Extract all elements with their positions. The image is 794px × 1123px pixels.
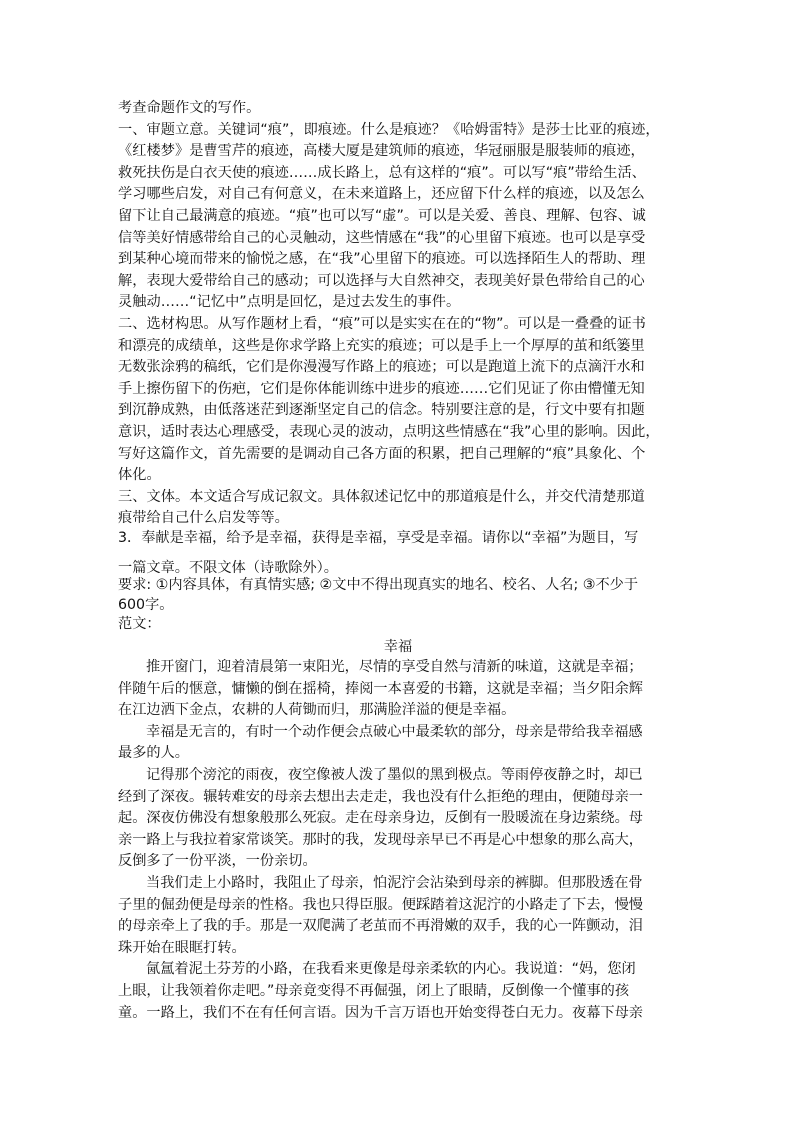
text-line: 二、选材构思。从写作题材上看，“痕”可以是实实在在的“物”。可以是一叠叠的证书 — [118, 315, 646, 332]
essay-line: 在江边洒下金点，农耕的人荷锄而归，那满脸洋溢的便是幸福。 — [118, 702, 516, 719]
essay-line: 幸福是无言的，有时一个动作便会点破心中最柔软的部分，母亲是带给我幸福感 — [146, 723, 643, 740]
text-line: 到某种心境而带来的愉悦之感，在“我”心里留下的痕迹。可以选择陌生人的帮助、理 — [118, 251, 646, 268]
essay-line: 起。深夜仿佛没有想象般那么死寂。走在母亲身边，反倒有一股暖流在身边萦绕。母 — [118, 810, 643, 827]
question-prompt — [118, 523, 678, 583]
essay-line: 氤氲着泥土芬芳的小路，在我看来更像是母亲柔软的内心。我说道：“妈，您闭 — [146, 961, 636, 978]
essay-title: 幸福 — [383, 639, 413, 655]
essay-line: 经到了深夜。辗转难安的母亲去想出去走走，我也没有什么拒绝的理由，便随母亲一 — [118, 788, 643, 805]
requirements-line: 要求: ①内容具体，有真情实感; ②文中不得出现真实的地名、校名、人名; ③不少于 — [118, 577, 639, 593]
text-line: 救死扶伤是白衣天使的痕迹……成长路上，总有这样的“痕”。可以写“痕”带给生活、 — [118, 164, 646, 181]
essay-line: 反倒多了一份平淡，一份亲切。 — [118, 853, 317, 870]
essay-line: 的母亲牵上了我的手。那是一双爬满了老茧而不再滑嫩的双手，我的心一阵颤动，泪 — [118, 918, 643, 935]
essay-line: 珠开始在眼眶打转。 — [118, 939, 246, 956]
text-line: 无数张涂鸦的稿纸，它们是你漫漫写作路上的痕迹；可以是跑道上流下的点滴汗水和 — [118, 359, 645, 376]
essay-line: 童。一路上，我们不在有任何言语。因为千言万语也开始变得苍白无力。夜幕下母亲 — [118, 1004, 643, 1021]
intro-line: 考查命题作文的写作。 — [118, 100, 261, 116]
essay-line: 记得那个滂沱的雨夜，夜空像被人泼了墨似的黑到极点。等雨停夜静之时，却已 — [146, 766, 643, 783]
text-line: 意识，适时表达心理感受，表现心灵的波动，点明这些情感在“我”心里的影响。因此， — [118, 423, 660, 440]
essay-line: 亲一路上与我拉着家常谈笑。那时的我，发现母亲早已不再是心中想象的那么高大， — [118, 831, 643, 848]
text-line: 一、审题立意。关键词“痕”，即痕迹。什么是痕迹？《哈姆雷特》是莎士比亚的痕迹， — [118, 121, 660, 138]
essay-line: 上眼，让我领着你走吧。”母亲竟变得不再倔强，闭上了眼睛，反倒像一个懂事的孩 — [118, 982, 630, 999]
text-line: 体化。 — [118, 467, 161, 484]
question-line: 3．奉献是幸福，给予是幸福，获得是幸福，享受是幸福。请你以“幸福”为题目，写 — [118, 530, 639, 546]
essay-body — [118, 657, 678, 1024]
essay-line: 当我们走上小路时，我阻止了母亲，怕泥泞会沾染到母亲的裤脚。但那股透在骨 — [146, 874, 643, 891]
text-line: 痕带给自己什么启发等等。 — [118, 510, 289, 527]
text-line: 手上擦伤留下的伤疤，它们是你体能训练中进步的痕迹……它们见证了你由懵懂无知 — [118, 380, 645, 397]
text-line: 到沉静成熟，由低落迷茫到逐渐坚定自己的信念。特别要注意的是，行文中要有扣题 — [118, 402, 645, 419]
essay-line: 子里的倔劲便是母亲的性格。我也只得臣服。便踩踏着这泥泞的小路走了下去，慢慢 — [118, 896, 643, 913]
text-line: 解，表现大爱带给自己的感动；可以选择与大自然神交，表现美好景色带给自己的心 — [118, 272, 645, 289]
text-line: 灵触动……“记忆中”点明是回忆，是过去发生的事件。 — [118, 294, 461, 311]
text-line: 和漂亮的成绩单，这些是你求学路上充实的痕迹；可以是手上一个厚厚的茧和纸篓里 — [118, 337, 645, 354]
analysis-section — [118, 98, 678, 530]
text-line: 学习哪些启发，对自己有何意义，在未来道路上，还应留下什么样的痕迹，以及怎么 — [118, 186, 645, 203]
text-line: 信等美好情感带给自己的心灵触动，这些情感在“我”的心里留下痕迹。也可以是享受 — [118, 229, 646, 246]
requirements-line: 600字。 — [118, 596, 174, 613]
text-line: 写好这篇作文，首先需要的是调动自己各方面的积累，把自己理解的“痕”具象化、个 — [118, 445, 646, 462]
essay-line: 推开窗门，迎着清晨第一束阳光，尽情的享受自然与清新的味道，这就是幸福； — [146, 659, 643, 675]
text-line: 三、文体。本文适合写成记叙文。具体叙述记忆中的那道痕是什么，并交代清楚那道 — [118, 488, 645, 505]
sample-label: 范文： — [118, 616, 161, 632]
essay-line: 伴随午后的惬意，慵懒的倒在摇椅，捧阅一本喜爱的书籍，这就是幸福；当夕阳余辉 — [118, 680, 643, 697]
requirements-section — [118, 576, 678, 635]
text-line: 《红楼梦》是曹雪芹的痕迹，高楼大厦是建筑师的痕迹，华冠丽服是服装师的痕迹， — [118, 143, 645, 160]
essay-line: 最多的人。 — [118, 745, 189, 762]
text-line: 留下让自己最满意的痕迹。“痕”也可以写“虚”。可以是关爱、善良、理解、包容、诚 — [118, 207, 646, 224]
question-line: 一篇文章。不限文体（诗歌除外）。 — [118, 560, 338, 576]
